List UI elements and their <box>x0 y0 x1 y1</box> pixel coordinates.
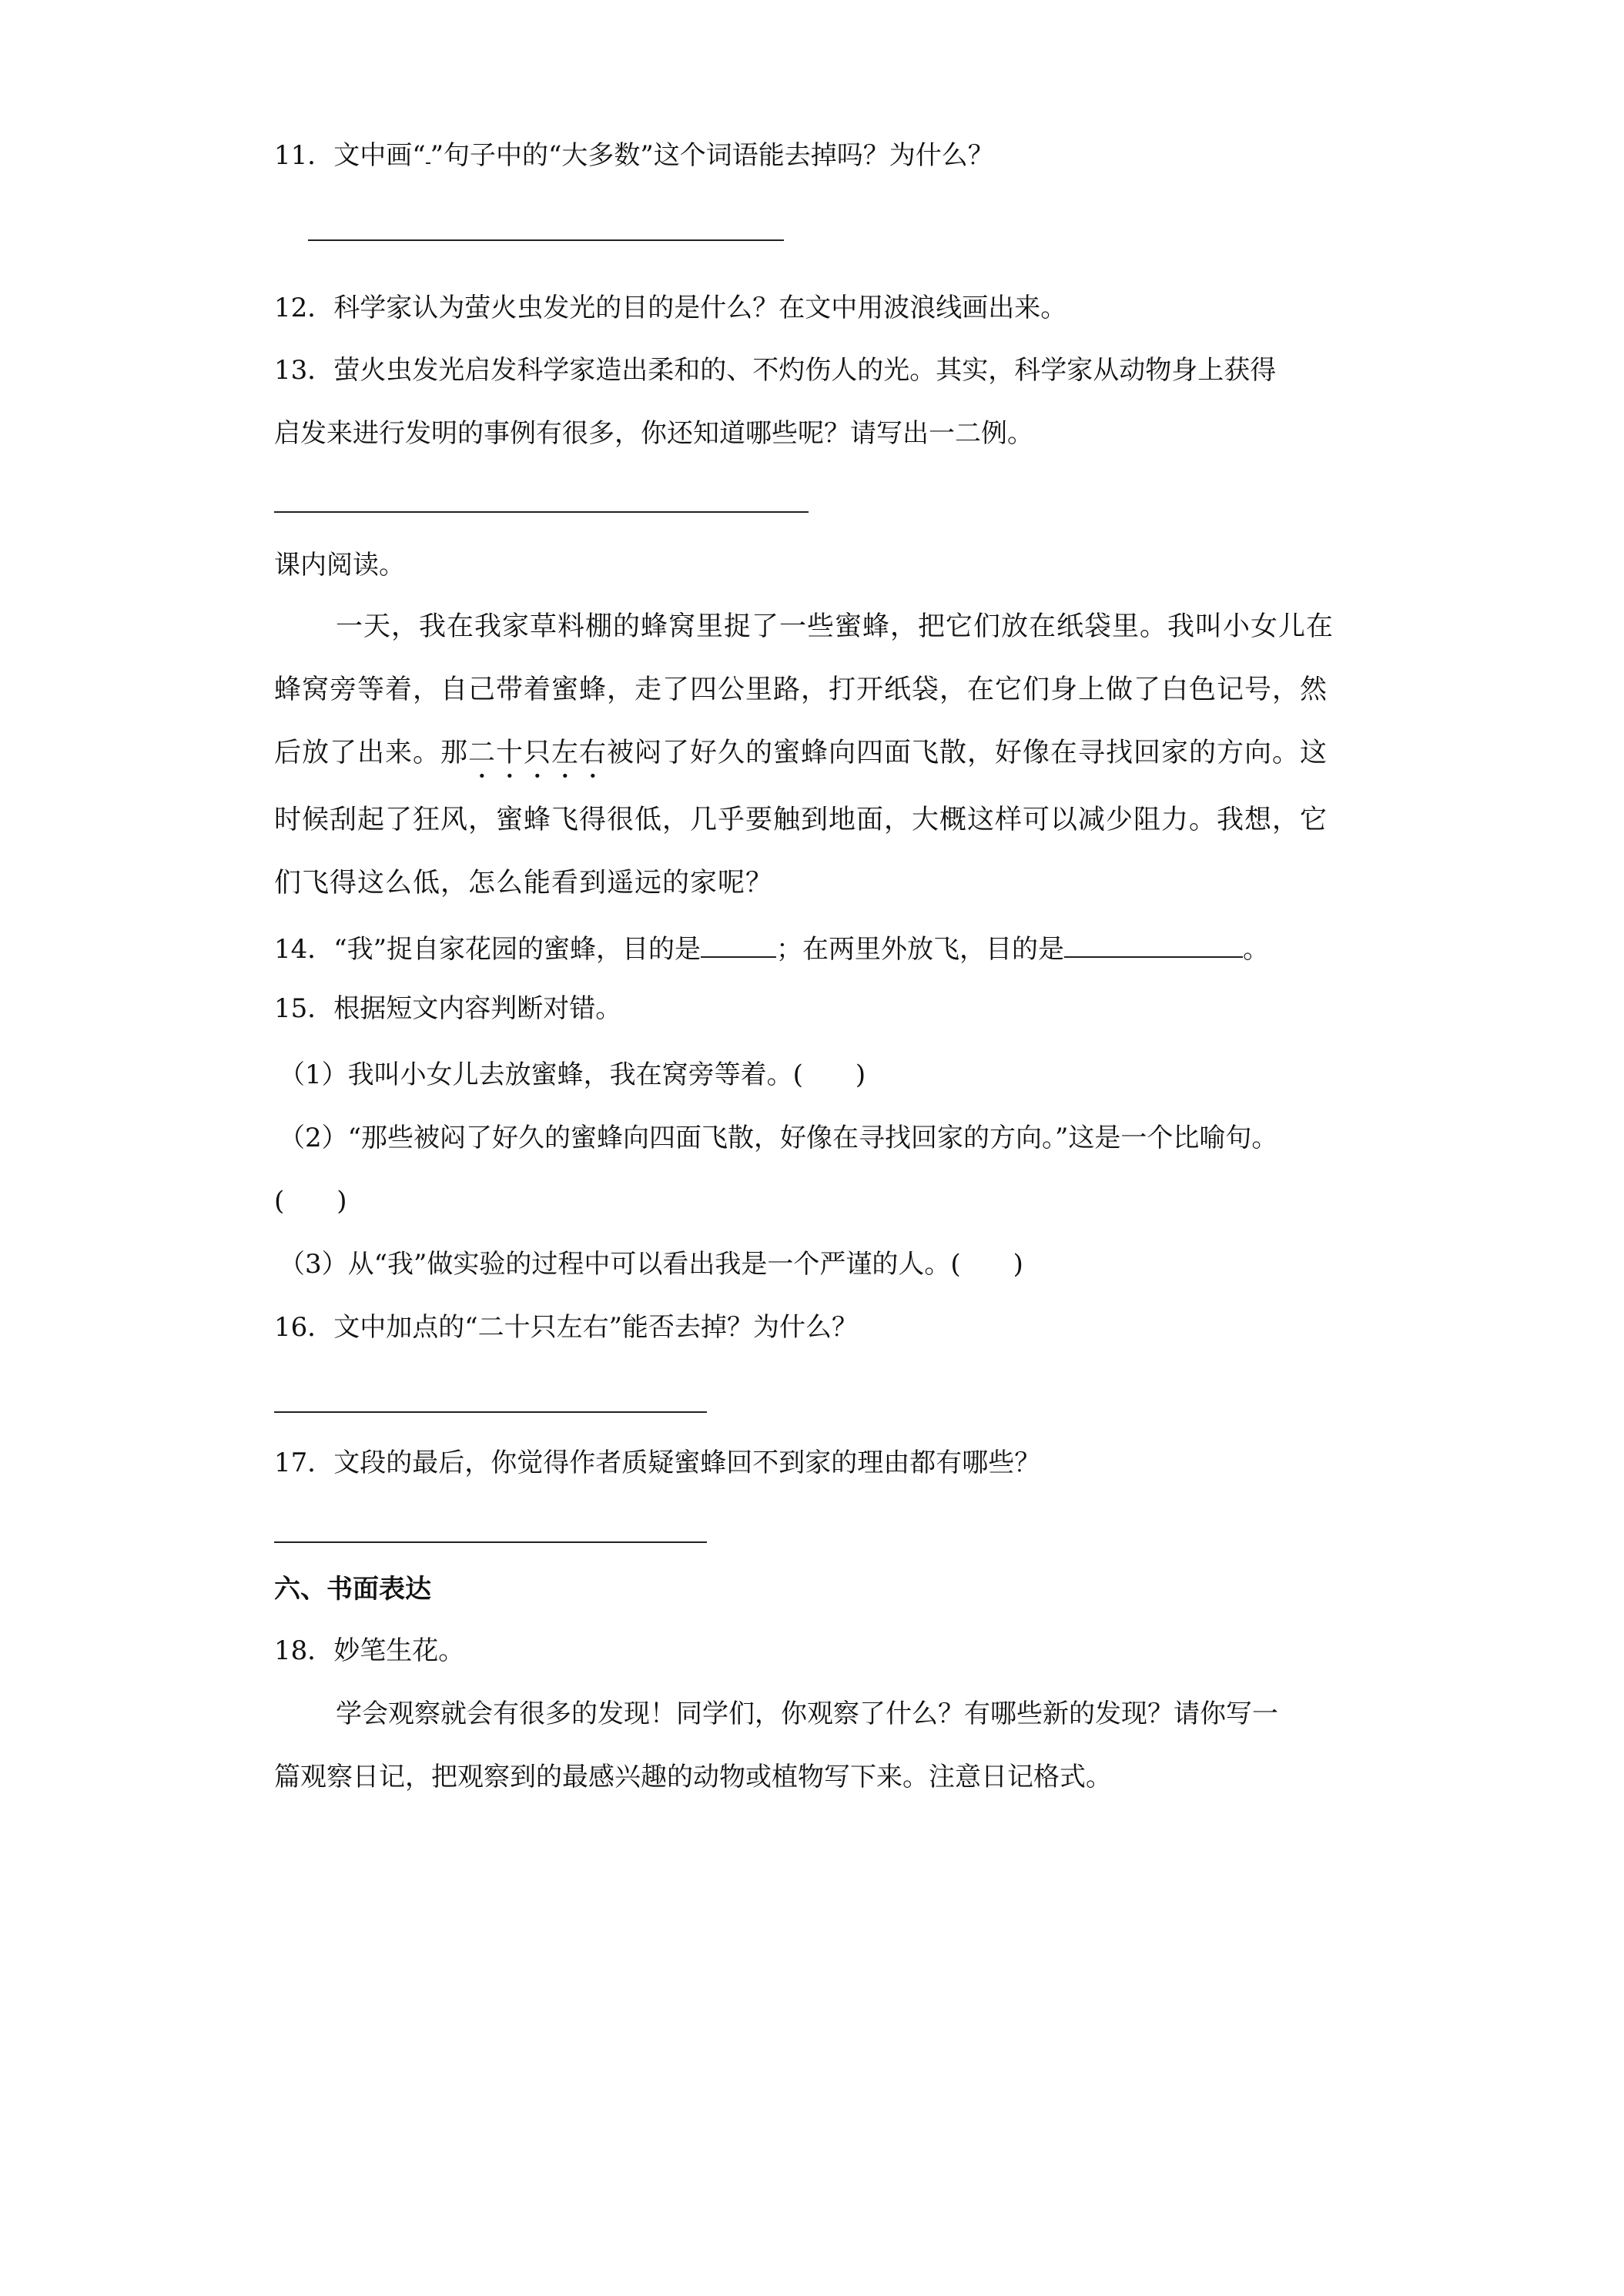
question-text: 妙笔生花。 <box>333 1635 465 1666</box>
passage-text: 被闷了好久的蜜蜂向四面飞散，好像在寻找回家的方向。这 <box>607 738 1328 768</box>
judgement-item-2 <box>279 1123 1277 1153</box>
question-number: 18． <box>274 1635 334 1666</box>
question-18-prompt-1 <box>336 1699 1278 1729</box>
question-text-part: 。 <box>1243 934 1270 965</box>
passage-line-5 <box>274 868 773 899</box>
question-text-part: 文中画“ <box>333 140 426 171</box>
question-number: 15． <box>274 993 334 1024</box>
question-text-part: ”句子中的“大多数”这个词语能去掉吗？为什么？ <box>430 140 994 171</box>
question-18 <box>274 1635 464 1666</box>
question-text: 科学家认为萤火虫发光的目的是什么？在文中用波浪线画出来。 <box>333 293 1067 323</box>
question-15 <box>274 993 621 1024</box>
question-number: 17． <box>274 1448 334 1478</box>
judgement-item-1 <box>279 1059 866 1090</box>
passage-line-4 <box>274 805 1328 835</box>
judgement-item-3 <box>279 1249 1023 1280</box>
passage-text: 后放了出来。那 <box>274 738 469 768</box>
prompt-text: 篇观察日记，把观察到的最感兴趣的动物或植物写下来。注意日记格式。 <box>274 1762 1112 1792</box>
item-text: 从“我”做实验的过程中可以看出我是一个严谨的人。( ) <box>347 1249 1023 1280</box>
question-11 <box>274 139 994 171</box>
question-number: 14． <box>274 934 334 965</box>
reading-title: 课内阅读。 <box>274 550 405 581</box>
answer-line-16[interactable] <box>274 1411 707 1413</box>
question-text: 文段的最后，你觉得作者质疑蜜蜂回不到家的理由都有哪些？ <box>333 1448 1041 1478</box>
question-number: 12． <box>274 293 334 323</box>
question-text: 根据短文内容判断对错。 <box>333 993 622 1024</box>
question-text: 萤火虫发光启发科学家造出柔和的、不灼伤人的光。其实，科学家从动物身上获得 <box>333 355 1277 386</box>
item-text: 我叫小女儿去放蜜蜂，我在窝旁等着。( ) <box>347 1059 866 1090</box>
question-text: 启发来进行发明的事例有很多，你还知道哪些呢？请写出一二例。 <box>274 418 1033 449</box>
passage-line-1 <box>336 611 1334 642</box>
question-text: 文中加点的“二十只左右”能否去掉？为什么？ <box>333 1312 859 1343</box>
item-label: （3） <box>279 1249 348 1280</box>
item-text: “那些被闷了好久的蜜蜂向四面飞散，好像在寻找回家的方向。”这是一个比喻句。 <box>347 1123 1278 1153</box>
question-number: 16． <box>274 1312 334 1343</box>
section-heading <box>274 1574 431 1605</box>
judgement-item-2-bracket[interactable] <box>274 1186 347 1217</box>
question-18-prompt-2 <box>274 1762 1112 1792</box>
passage-text: 一天，我在我家草料棚的蜂窝里捉了一些蜜蜂，把它们放在纸袋里。我叫小女儿在 <box>336 611 1334 642</box>
question-text-part: ；在两里外放飞，目的是 <box>776 934 1065 965</box>
question-13-line2 <box>274 418 1033 449</box>
reading-heading <box>274 550 405 581</box>
passage-text: 时候刮起了狂风，蜜蜂飞得很低，几乎要触到地面，大概这样可以减少阻力。我想，它 <box>274 805 1328 835</box>
question-17 <box>274 1448 1040 1478</box>
answer-line-11[interactable] <box>308 239 784 241</box>
passage-text: 蜂窝旁等着，自己带着蜜蜂，走了四公里路，打开纸袋，在它们身上做了白色记号，然 <box>274 674 1328 705</box>
question-text-part: “我”捉自家花园的蜜蜂，目的是 <box>333 934 702 965</box>
question-12 <box>274 293 1066 323</box>
item-label: （2） <box>279 1123 348 1153</box>
dotted-word: 二十只左右 <box>468 738 608 768</box>
item-label: （1） <box>279 1059 348 1090</box>
fill-blank-1[interactable] <box>701 933 776 958</box>
passage-line-2 <box>274 674 1328 705</box>
question-number: 13． <box>274 355 334 386</box>
question-16 <box>274 1312 858 1343</box>
answer-bracket[interactable]: ( ) <box>274 1186 347 1217</box>
question-14 <box>274 933 1269 965</box>
passage-line-3 <box>274 738 1328 785</box>
question-number: 11． <box>274 140 334 171</box>
passage-text: 们飞得这么低，怎么能看到遥远的家呢？ <box>274 868 774 899</box>
question-13 <box>274 355 1276 386</box>
section-title: 六、书面表达 <box>274 1574 431 1605</box>
fill-blank-2[interactable] <box>1064 933 1243 958</box>
answer-line-17[interactable] <box>274 1541 707 1543</box>
answer-line-13[interactable] <box>274 511 809 513</box>
prompt-text: 学会观察就会有很多的发现！同学们，你观察了什么？有哪些新的发现？请你写一 <box>336 1699 1278 1729</box>
